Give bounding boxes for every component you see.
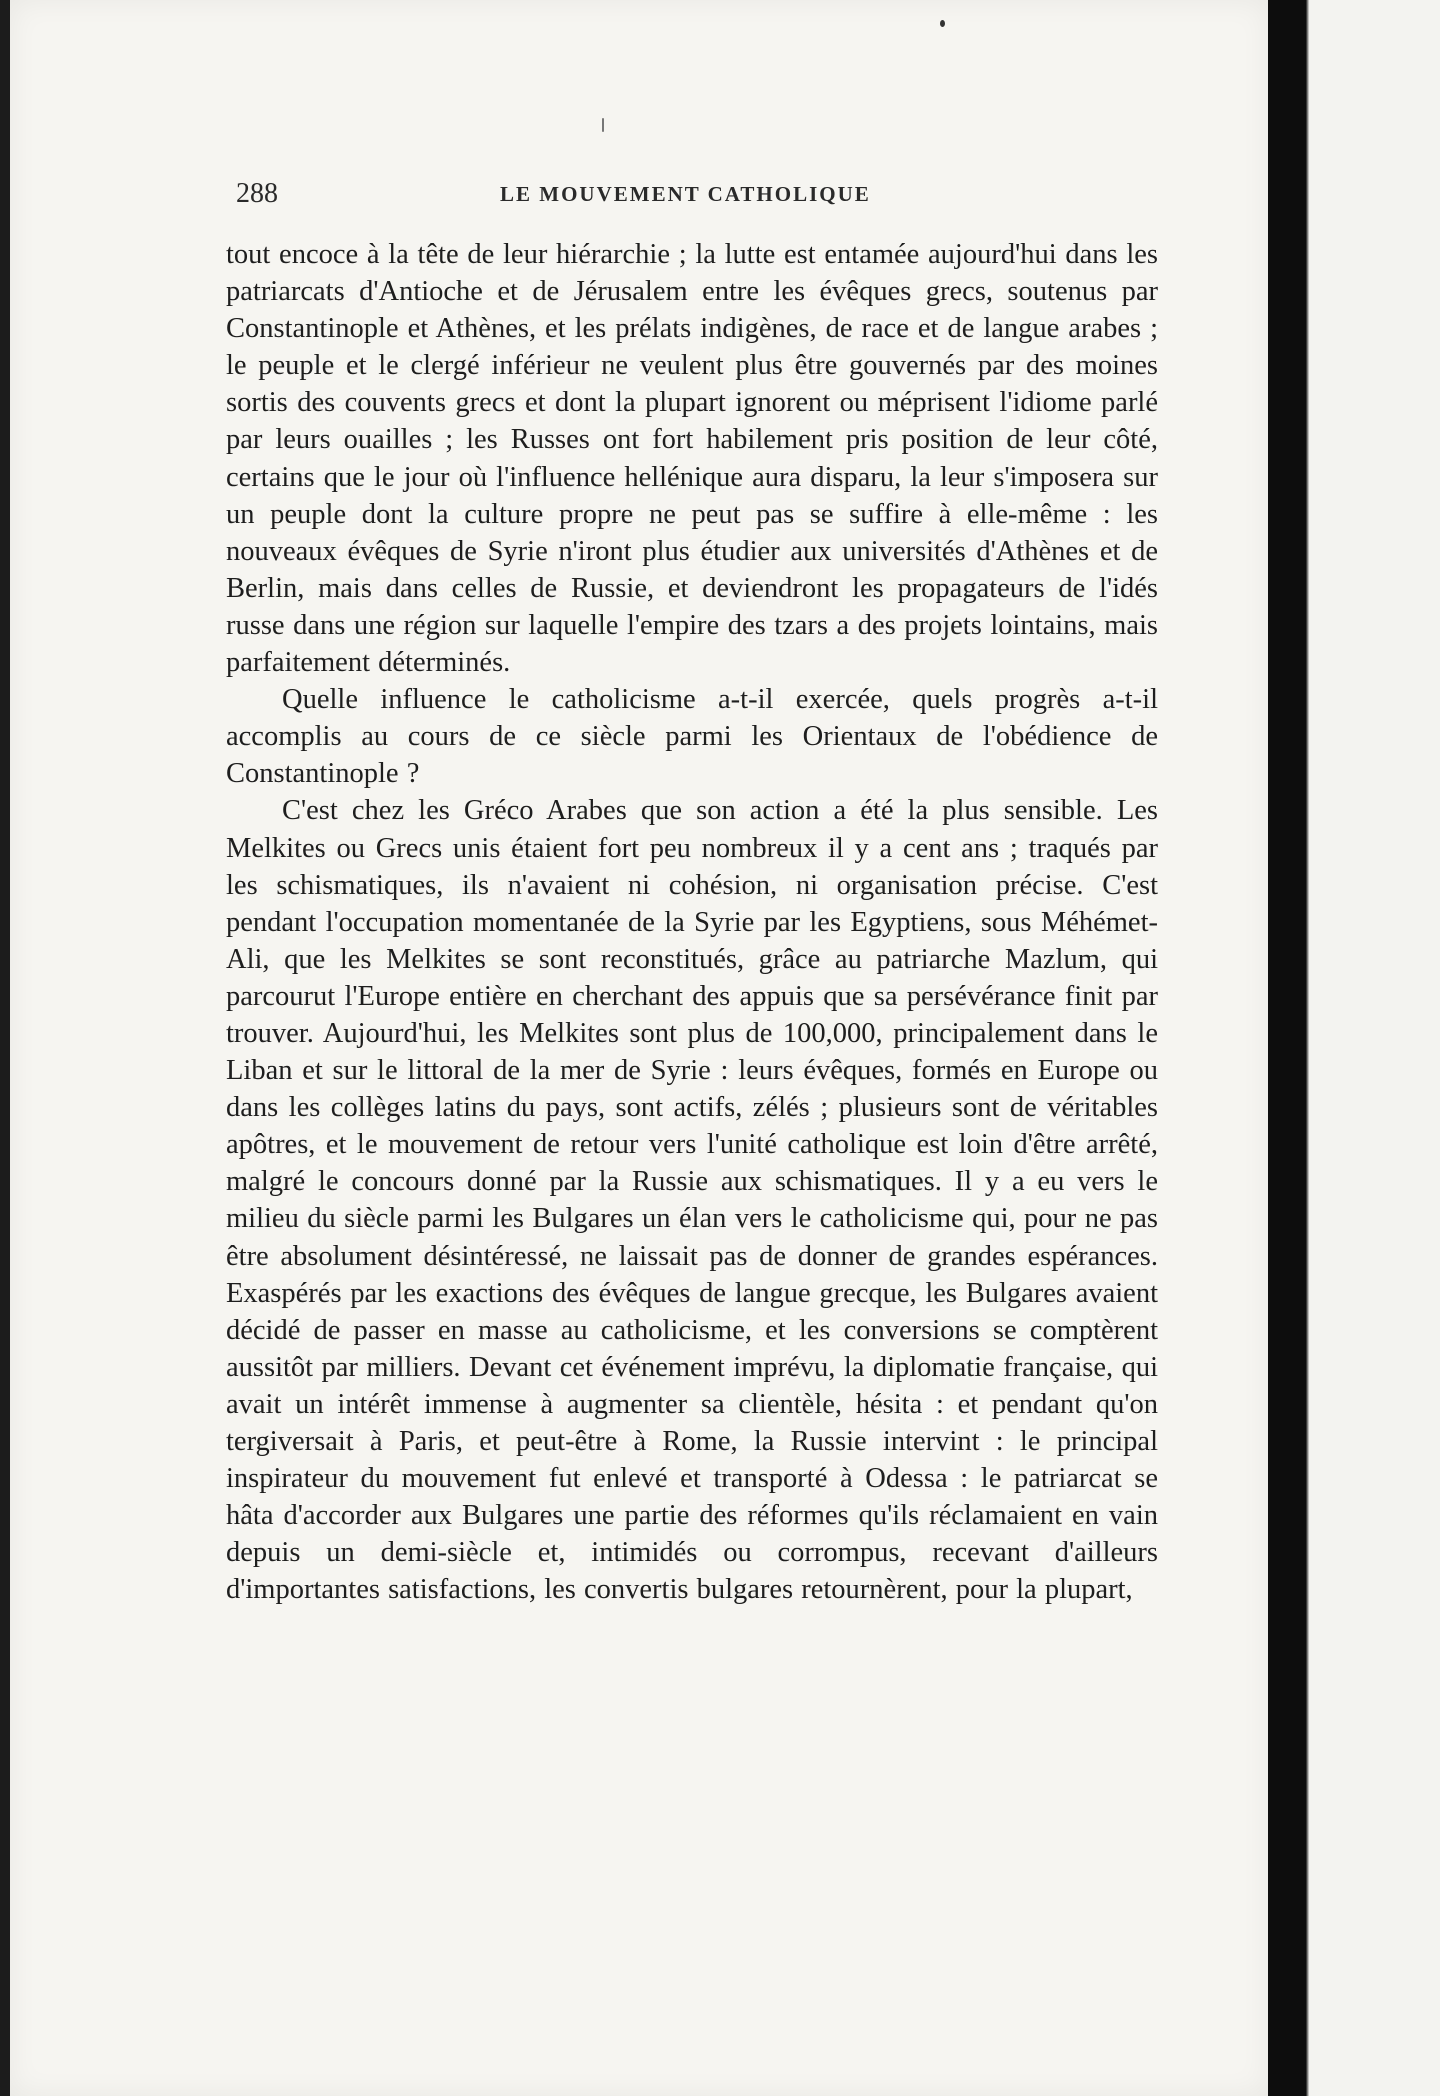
- book-page: [10, 0, 1268, 2096]
- ink-speck: [940, 20, 945, 27]
- page-header: [236, 178, 1156, 218]
- page-number: 288: [236, 178, 278, 209]
- body-text: [226, 236, 1158, 1608]
- running-title: LE MOUVEMENT CATHOLIQUE: [500, 182, 871, 206]
- ink-speck: [602, 118, 604, 132]
- paragraph-3: C'est chez les Gréco Arabes que son action a été la plus sensible. Les Melkites ou Grecs unis étaient fort peu nombreux il y a cent ans ; traqués par les schismatiques, ils n'avaient ni cohésion, ni organisation précise. C'est pendant l'occupation momentanée de la Syrie par les Egyptiens, sous Méhémet-Ali, que les Melkites se sont reconstitués, grâce au patriarche Mazlum, qui parcourut l'Europe entière en cherchant des appuis que sa persévérance finit par trouver. Aujourd'hui, les Melkites sont plus de 100,000, principalement dans le Liban et sur le littoral de la mer de Syrie : leurs évêques, formés en Europe ou dans les collèges latins du pays, sont actifs, zélés ; plusieurs sont de véritables apôtres, et le mouvement de retour vers l'unité catholique est loin d'être arrêté, malgré le concours donné par la Russie aux schismatiques. Il y a eu vers le milieu du siècle parmi les Bulgares un élan vers le catholicisme qui, pour ne pas être absolument désintéressé, ne laissait pas de donner de grandes espérances. Exaspérés par les exactions des évêques de langue grecque, les Bulgares avaient décidé de passer en masse au catholicisme, et les conversions se comptèrent aussitôt par milliers. Devant cet événement imprévu, la diplomatie française, qui avait un intérêt immense à augmenter sa clientèle, hésita : et pendant qu'on tergiversait à Paris, et peut-être à Rome, la Russie intervint : le principal inspirateur du mouvement fut enlevé et transporté à Odessa : le patriarcat se hâta d'accorder aux Bulgares une partie des réformes qu'ils réclamaient en vain depuis un demi-siècle et, intimidés ou corrompus, recevant d'ailleurs d'importantes satisfactions, les convertis bulgares retournèrent, pour la plupart,: [226, 795, 1158, 1606]
- paragraph-1: tout encoce à la tête de leur hiérarchie ; la lutte est entamée aujourd'hui dans les patriarcats d'Antioche et de Jérusalem entre les évêques grecs, soutenus par Constantinople et Athènes, et les prélats indigènes, de race et de langue arabes ; le peuple et le clergé inférieur ne veulent plus être gouvernés par des moines sortis des couvents grecs et dont la plupart ignorent ou méprisent l'idiome parlé par leurs ouailles ; les Russes ont fort habilement pris position de leur côté, certains que le jour où l'influence hellénique aura disparu, la leur s'imposera sur un peuple dont la culture propre ne peut pas se suffire à elle-même : les nouveaux évêques de Syrie n'iront plus étudier aux universités d'Athènes et de Berlin, mais dans celles de Russie, et deviendront les propagateurs de l'idés russe dans une région sur laquelle l'empire des tzars a des projets lointains, mais parfaitement déterminés.: [226, 239, 1158, 679]
- paragraph-2: Quelle influence le catholicisme a-t-il exercée, quels progrès a-t-il accomplis au cours de ce siècle parmi les Orientaux de l'obédience de Constantinople ?: [226, 684, 1158, 790]
- adjacent-page-edge: [1268, 0, 1440, 2096]
